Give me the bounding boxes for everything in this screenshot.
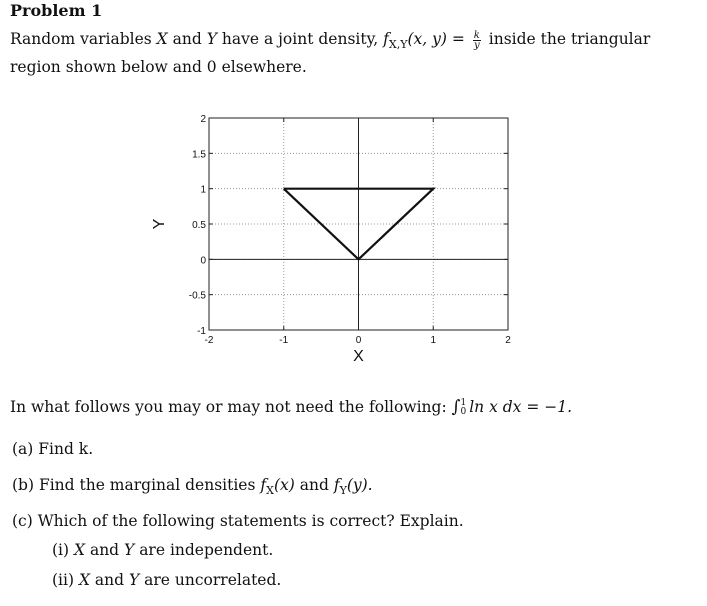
intro-text-a: Random variables bbox=[10, 30, 157, 48]
part-c: (c) Which of the following statements is correct? Explain. bbox=[12, 512, 464, 530]
part-c-ii-x: X bbox=[78, 571, 90, 589]
part-c-ii-and: and bbox=[89, 571, 129, 589]
marginal-fy: f bbox=[333, 476, 340, 494]
part-c-i-x: X bbox=[73, 541, 86, 559]
x-tick-label: -2 bbox=[204, 335, 214, 346]
part-c-ii-num: (ii) bbox=[52, 571, 79, 589]
var-x: X bbox=[156, 30, 168, 48]
integral-hint bbox=[10, 397, 572, 417]
density-args: (x, y) bbox=[407, 30, 447, 48]
y-tick-label: 2 bbox=[200, 114, 206, 125]
density-symbol: f bbox=[383, 30, 389, 48]
marginal-fy-arg: (y). bbox=[346, 476, 373, 494]
integral-sign: ∫ bbox=[451, 397, 461, 417]
part-c-i-and: and bbox=[85, 541, 125, 559]
problem-title: Problem 1 bbox=[10, 1, 103, 20]
x-axis-label: X bbox=[353, 348, 364, 365]
hint-text: In what follows you may or may not need the following: bbox=[10, 398, 452, 416]
x-tick-label: 0 bbox=[355, 335, 362, 346]
part-b-text: (b) Find the marginal densities bbox=[12, 476, 261, 494]
y-tick-label: 0.5 bbox=[192, 220, 206, 231]
y-tick-label: -1 bbox=[197, 326, 206, 337]
integral-lower: 0 bbox=[460, 407, 467, 417]
intro-and: and bbox=[167, 30, 207, 48]
part-c-i bbox=[52, 541, 273, 559]
fraction-denominator: y bbox=[473, 39, 480, 51]
intro-text-b: have a joint density, bbox=[216, 30, 384, 48]
fraction-numerator: k bbox=[473, 29, 480, 41]
y-tick-label: -0.5 bbox=[188, 290, 206, 302]
marginal-fx: f bbox=[260, 476, 267, 494]
part-c-ii-rest: are uncorrelated. bbox=[139, 571, 282, 589]
part-b-and: and bbox=[294, 476, 334, 494]
y-axis-label: Y bbox=[151, 218, 168, 230]
marginal-fx-sub: X bbox=[266, 484, 274, 498]
part-c-i-num: (i) bbox=[52, 541, 74, 559]
y-tick-label: 0 bbox=[200, 255, 206, 267]
y-tick-label: 1.5 bbox=[192, 149, 206, 161]
part-a: (a) Find k. bbox=[12, 440, 94, 458]
x-tick-label: 1 bbox=[430, 335, 437, 346]
x-tick-label: 2 bbox=[505, 335, 511, 346]
part-c-i-rest: are independent. bbox=[134, 541, 274, 559]
equals-sign: = bbox=[446, 30, 470, 48]
integral-body: ln x dx = −1. bbox=[469, 398, 573, 416]
x-tick-label: -1 bbox=[279, 335, 289, 346]
integral-upper: 1 bbox=[460, 398, 467, 408]
intro-text-c: inside the triangular bbox=[483, 30, 651, 48]
part-c-i-y: Y bbox=[124, 541, 135, 559]
intro-text-d: region shown below and 0 elsewhere. bbox=[10, 58, 307, 77]
marginal-fx-arg: (x) bbox=[273, 476, 295, 494]
integral-limits bbox=[460, 399, 466, 417]
marginal-fy-sub: Y bbox=[339, 484, 347, 498]
part-b bbox=[12, 476, 373, 497]
var-y: Y bbox=[206, 30, 217, 48]
y-tick-label: 1 bbox=[200, 184, 206, 196]
part-c-ii bbox=[52, 571, 281, 589]
density-subscript: X,Y bbox=[388, 38, 408, 52]
part-c-ii-y: Y bbox=[128, 571, 140, 589]
